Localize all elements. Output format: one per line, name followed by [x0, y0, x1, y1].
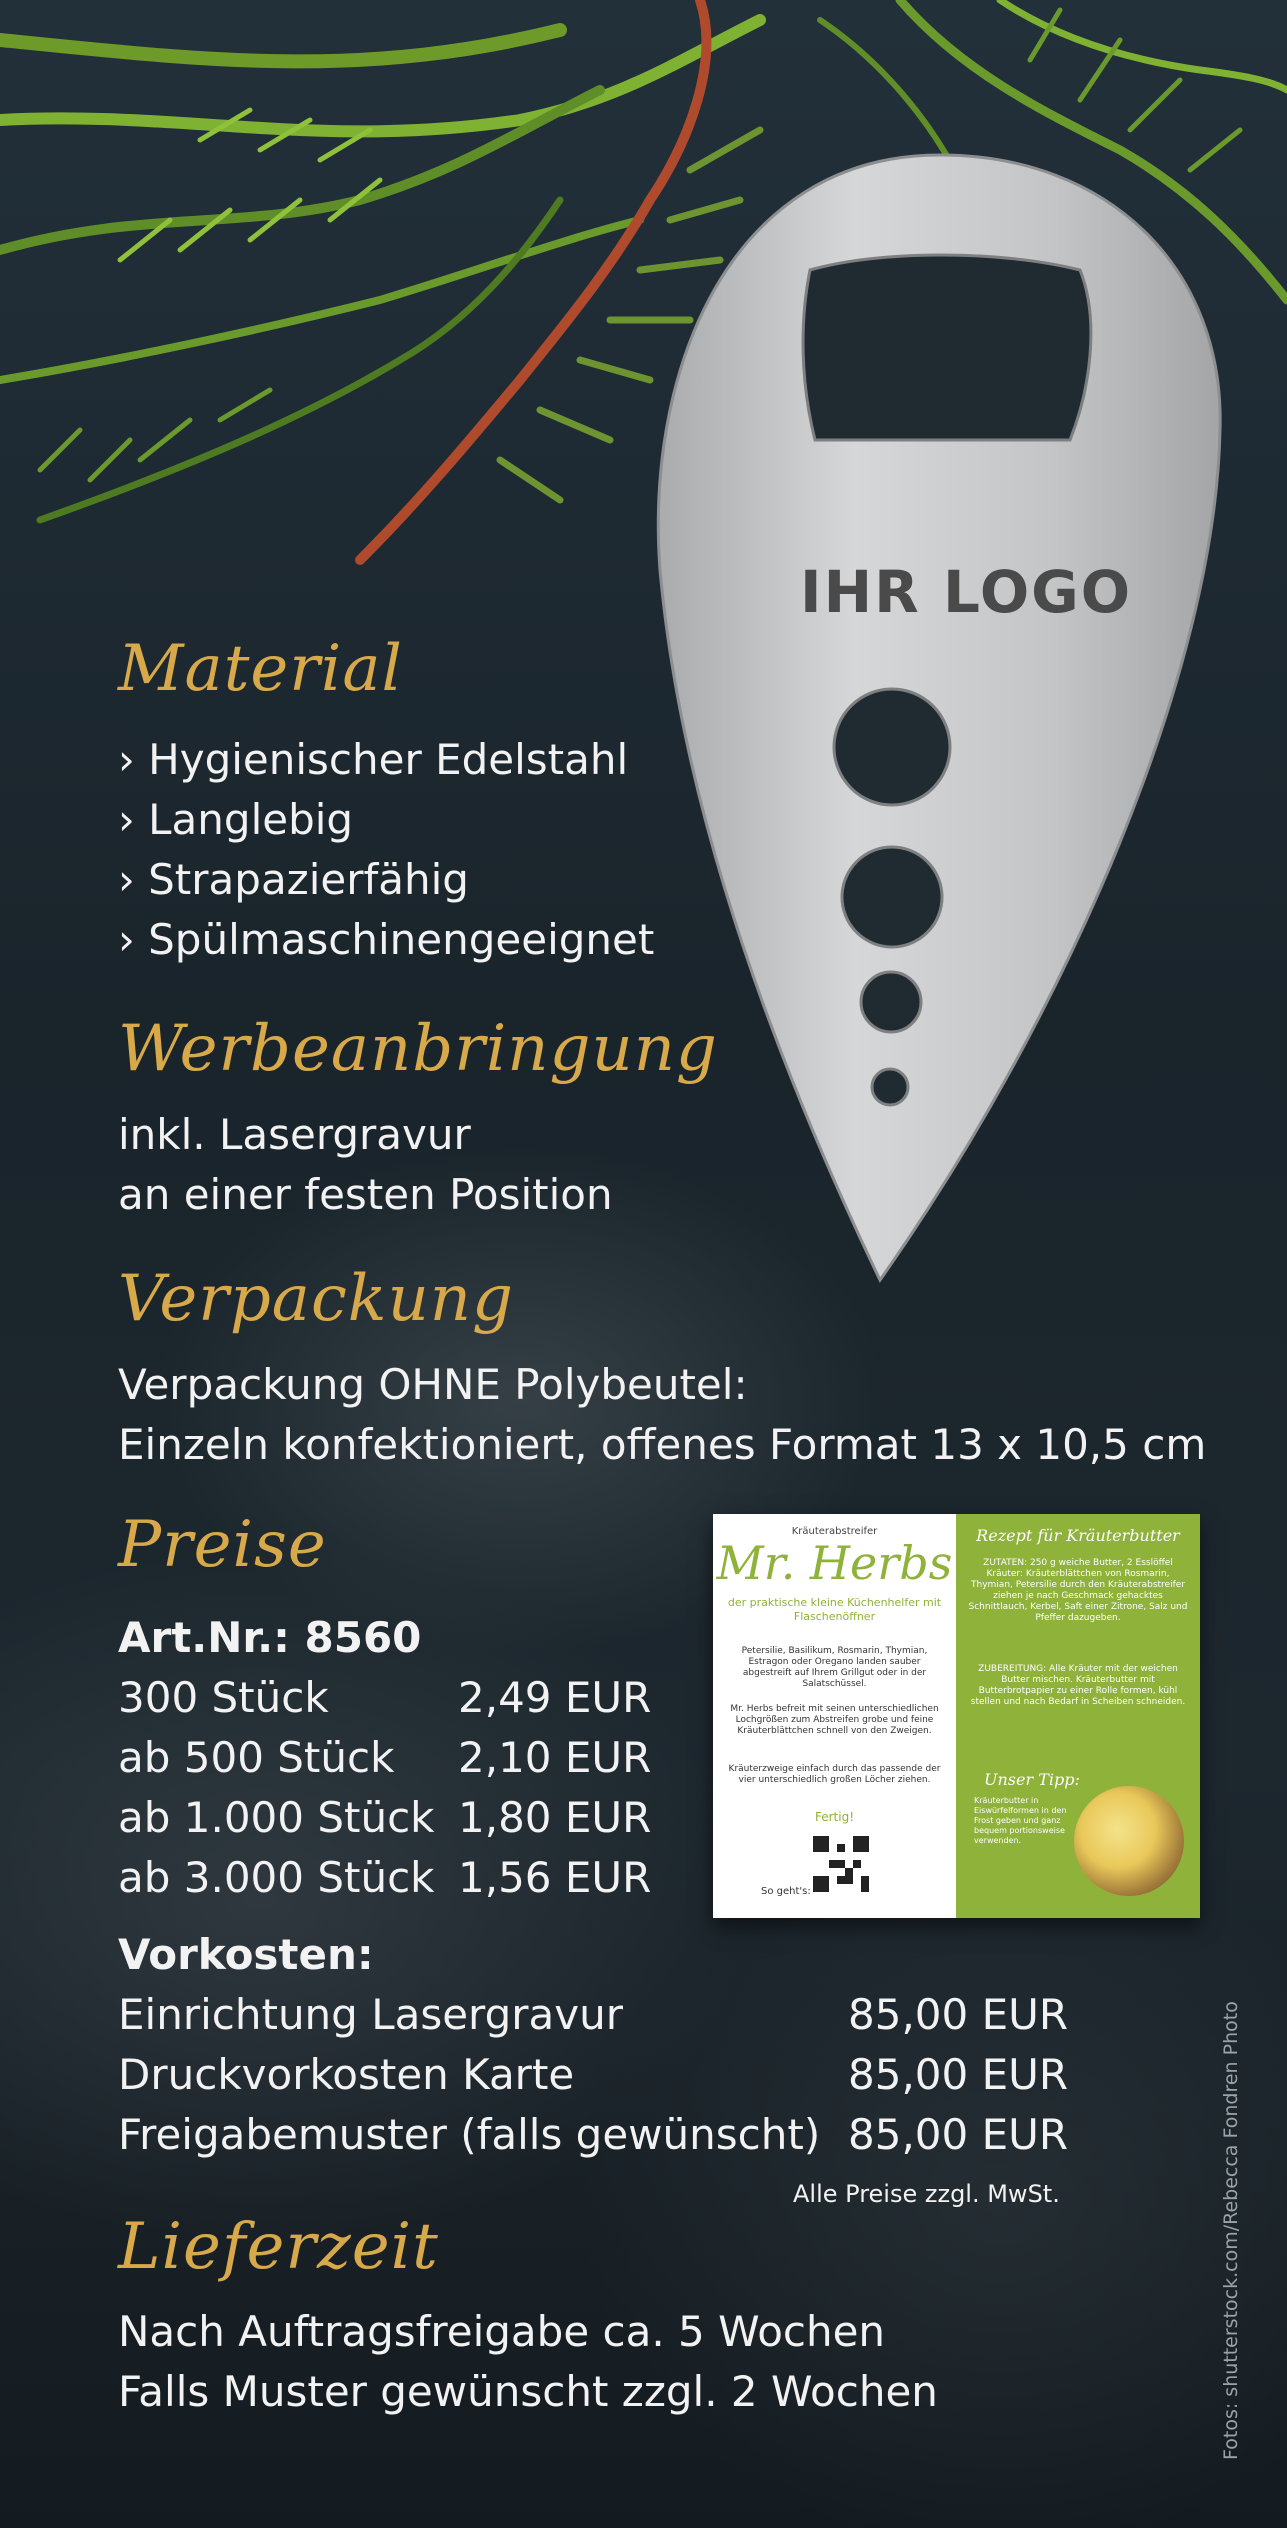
packaging-card-image — [713, 1514, 1200, 1918]
article-number: Art.Nr.: 8560 — [118, 1613, 422, 1662]
price-row — [118, 1668, 652, 1728]
werbeanbringung-line: inkl. Lasergravur — [118, 1110, 471, 1159]
logo-engraving-placeholder: IHR LOGO — [800, 558, 1133, 626]
werbeanbringung-text — [118, 1105, 613, 1225]
material-list — [118, 730, 654, 970]
verpackung-line: Verpackung OHNE Polybeutel: — [118, 1360, 748, 1409]
vorkosten-row — [118, 2105, 1069, 2165]
verpackung-text — [118, 1355, 1206, 1475]
vorkosten-price: 85,00 EUR — [848, 1990, 1069, 2039]
price-value: 2,10 EUR — [458, 1733, 652, 1782]
card-fertig: Fertig! — [814, 1810, 855, 1824]
lieferzeit-line: Falls Muster gewünscht zzgl. 2 Wochen — [118, 2367, 938, 2416]
card-kicker: Kräuterabstreifer — [791, 1526, 878, 1537]
price-row — [118, 1728, 652, 1788]
card-title: Mr. Herbs — [716, 1536, 953, 1590]
price-row — [118, 1848, 652, 1908]
price-value: 2,49 EUR — [458, 1673, 652, 1722]
vorkosten-label: Freigabemuster (falls gewünscht) — [118, 2110, 821, 2159]
card-tipp-title: Unser Tipp: — [984, 1770, 1080, 1789]
tax-note: Alle Preise zzgl. MwSt. — [793, 2180, 1060, 2208]
price-value: 1,56 EUR — [458, 1853, 652, 1902]
price-quantity: ab 3.000 Stück — [118, 1853, 435, 1902]
card-front — [713, 1514, 956, 1918]
material-item: › Langlebig — [118, 795, 354, 844]
herb-butter-photo — [1074, 1786, 1184, 1896]
card-body: Petersilie, Basilikum, Rosmarin, Thymian, Estragon oder Oregano landen sauber abgestreift auf Ihrem Grillgut oder in der Salatschüssel. — [741, 1646, 928, 1689]
lieferzeit-line: Nach Auftragsfreigabe ca. 5 Wochen — [118, 2307, 886, 2356]
price-quantity: ab 1.000 Stück — [118, 1793, 435, 1842]
card-recipe-body: ZUTATEN: 250 g weiche Butter, 2 Esslöffel Kräuter: Kräuterblättchen von Rosmarin, Thymian, Petersilie durch den Kräuterabstreifer ziehen je nach Geschmack gehacktes Schnittlauch, Kerbel, Saft einer Zitrone, Salz und Pfeffer dazugeben. — [968, 1558, 1188, 1623]
vorkosten-price: 85,00 EUR — [848, 2050, 1069, 2099]
price-value: 1,80 EUR — [458, 1793, 652, 1842]
price-quantity: ab 500 Stück — [118, 1733, 395, 1782]
material-item: › Hygienischer Edelstahl — [118, 735, 629, 784]
card-body: Kräuterzweige einfach durch das passende der vier unterschiedlich großen Löcher ziehen. — [728, 1764, 941, 1785]
qr-code-icon — [813, 1836, 869, 1892]
card-subtitle: der praktische kleine Küchenhelfer mit Flaschenöffner — [727, 1596, 942, 1623]
card-recipe-body: ZUBEREITUNG: Alle Kräuter mit der weichen Butter mischen. Kräuterbutter mit Butterbrotpapier zu einer Rolle formen, kühl stellen und nach Bedarf in Scheiben schneiden. — [970, 1664, 1186, 1707]
herb-stripper-product-image — [640, 150, 1230, 1300]
vorkosten-row — [118, 2045, 1069, 2105]
card-recipe-title: Rezept für Kräuterbutter — [976, 1526, 1180, 1545]
material-item: › Strapazierfähig — [118, 855, 469, 904]
card-tipp-text: Kräuterbutter in Eiswürfelformen in den Frost geben und ganz bequem portionsweise verwenden. — [974, 1796, 1067, 1845]
card-so-gehts: So geht's: — [761, 1886, 811, 1897]
card-back — [956, 1514, 1200, 1918]
price-quantity: 300 Stück — [118, 1673, 329, 1722]
material-heading: Material — [118, 632, 403, 706]
lieferzeit-text — [118, 2302, 938, 2422]
lieferzeit-heading: Lieferzeit — [118, 2210, 439, 2284]
werbeanbringung-line: an einer festen Position — [118, 1170, 613, 1219]
vorkosten-row — [118, 1985, 1069, 2045]
vorkosten-label: Druckvorkosten Karte — [118, 2050, 575, 2099]
verpackung-line: Einzeln konfektioniert, offenes Format 13 x 10,5 cm — [118, 1420, 1207, 1469]
vorkosten-price: 85,00 EUR — [848, 2110, 1069, 2159]
vorkosten-heading: Vorkosten: — [118, 1930, 374, 1979]
preise-heading: Preise — [118, 1508, 327, 1582]
photo-credit: Fotos: shutterstock.com/Rebecca Fondren Photo — [1220, 2001, 1242, 2460]
card-body: Mr. Herbs befreit mit seinen unterschiedlichen Lochgrößen zum Abstreifen grobe und feine Kräuterblättchen schnell von den Zweigen. — [730, 1704, 939, 1736]
material-item: › Spülmaschinengeeignet — [118, 915, 655, 964]
verpackung-heading: Verpackung — [118, 1262, 514, 1336]
vorkosten-label: Einrichtung Lasergravur — [118, 1990, 623, 2039]
werbeanbringung-heading: Werbeanbringung — [118, 1012, 718, 1086]
price-row — [118, 1788, 652, 1848]
